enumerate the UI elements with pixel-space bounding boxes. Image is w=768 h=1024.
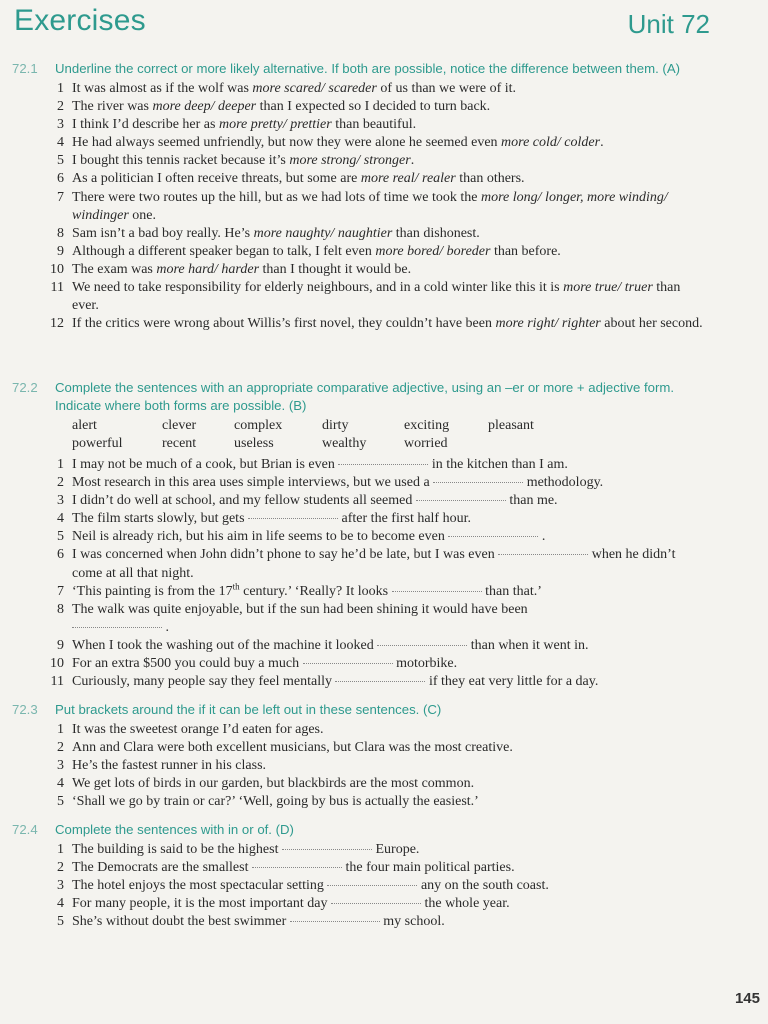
alternative-choice[interactable]: more scared/ scareder (252, 81, 377, 96)
item-number: 9 (57, 637, 64, 653)
item-text: . (538, 529, 546, 545)
item-number: 12 (50, 316, 64, 332)
item-text: than beautiful. (331, 117, 417, 133)
answer-blank[interactable] (498, 553, 588, 555)
alternative-choice[interactable]: more true/ truer (563, 280, 653, 296)
item-text: when he didn’t come at all that night. (72, 547, 676, 581)
item-text: The Democrats are the smallest (72, 860, 252, 876)
item-text: I was concerned when John didn’t phone to say he’d be late, but I was even (72, 547, 499, 563)
item-text: The walk was quite enjoyable, but if the sun had been shining it would have been (72, 601, 528, 617)
word-option: useless (234, 436, 274, 451)
section-72-4 (0, 821, 768, 931)
item-text: When I took the washing out of the machine it looked (72, 637, 378, 653)
exercise-item (0, 315, 768, 333)
exercise-item (0, 601, 768, 637)
item-text: century.’ ‘Really? It looks (239, 583, 392, 599)
item-text: about her second. (600, 316, 703, 332)
item-number: 3 (57, 117, 64, 133)
item-text: She’s without doubt the best swimmer (72, 914, 290, 930)
item-text: He had always seemed unfriendly, but now they were alone he seemed even (72, 135, 502, 151)
word-box (72, 417, 768, 453)
alternative-choice[interactable]: more naughty/ naughtier (253, 225, 393, 241)
answer-blank[interactable] (448, 535, 538, 537)
exercise-item (0, 583, 768, 601)
item-text: It was the sweetest orange I’d eaten for ages. (72, 722, 324, 737)
section-instruction: 72.1 Underline the correct or more likely alternative. If both are possible, notice the difference between them. (A) (12, 61, 681, 76)
item-text: I bought this tennis racket because it’s (72, 153, 290, 169)
superscript: th (232, 581, 240, 591)
item-text: after the first half hour. (338, 511, 471, 527)
word-option: worried (404, 436, 448, 451)
exercise-item (0, 841, 768, 859)
exercise-item (0, 243, 768, 261)
item-number: 1 (57, 842, 64, 857)
answer-blank[interactable] (377, 644, 467, 646)
section-72-2 (0, 379, 768, 691)
item-text: For an extra $500 you could buy a much (72, 656, 303, 672)
item-text: I may not be much of a cook, but Brian is even (72, 457, 339, 472)
item-text: than that.’ (481, 583, 542, 599)
answer-blank[interactable] (327, 884, 417, 886)
exercises-title: Exercises (14, 4, 146, 37)
item-text: than me. (505, 493, 558, 509)
alternative-choice[interactable]: more real/ realer (360, 171, 456, 187)
exercise-item (0, 877, 768, 895)
exercise-list (0, 456, 768, 691)
answer-blank[interactable] (252, 866, 342, 868)
word-option: alert (72, 418, 97, 433)
item-text: We need to take responsibility for elderly neighbours, and in a cold winter like this it is (72, 280, 564, 296)
answer-blank[interactable] (335, 680, 425, 682)
word-option: pleasant (488, 418, 534, 433)
item-text: The hotel enjoys the most spectacular setting (72, 878, 328, 894)
item-text: The river was (72, 99, 153, 115)
exercise-item (0, 913, 768, 931)
item-text: It was almost as if the wolf was (72, 81, 253, 96)
item-text: Most research in this area uses simple interviews, but we used a (72, 475, 434, 491)
item-number: 11 (50, 280, 64, 296)
alternative-choice[interactable]: more cold/ colder (501, 135, 601, 151)
unit-title: Unit 72 (627, 9, 710, 39)
item-number: 3 (57, 493, 64, 509)
item-text: Sam isn’t a bad boy really. He’s (72, 225, 254, 241)
item-text: the four main political parties. (341, 860, 515, 876)
item-text: the whole year. (420, 896, 510, 912)
exercise-item (0, 189, 768, 225)
section-number: 72.3 (12, 702, 38, 717)
alternative-choice[interactable]: more bored/ boreder (375, 243, 491, 259)
item-text: ‘This painting is from the 17 (72, 583, 233, 599)
item-text: any on the south coast. (417, 878, 549, 894)
item-number: 8 (57, 601, 64, 617)
item-text: The film starts slowly, but gets (72, 511, 249, 527)
alternative-choice[interactable]: more right/ righter (495, 316, 601, 332)
exercise-list (0, 80, 768, 333)
section-72-3 (0, 701, 768, 811)
item-number: 4 (57, 511, 64, 527)
item-text: I didn’t do well at school, and my fellow students all seemed (72, 493, 416, 509)
item-number: 7 (57, 189, 64, 205)
item-text: . (162, 619, 169, 635)
exercise-item (0, 793, 768, 811)
page-number: 145 (734, 990, 760, 1007)
item-text: of us than we were of it. (376, 81, 517, 96)
alternative-choice[interactable]: more long/ longer, more winding/ windinger (72, 189, 668, 223)
exercise-item (0, 895, 768, 913)
item-text: if they eat very little for a day. (425, 674, 599, 690)
answer-blank[interactable] (416, 499, 506, 501)
section-instruction: 72.2 Complete the sentences with an appropriate comparative adjective, using an –er or more + adjective form. Indicate where both forms are possible. (B) (12, 380, 675, 413)
word-option: complex (234, 418, 283, 433)
item-number: 4 (57, 776, 64, 792)
word-row (72, 435, 768, 453)
section-instruction: 72.4 Complete the sentences with in or of. (D) (12, 822, 294, 837)
word-option: wealthy (322, 436, 367, 451)
exercise-list (0, 721, 768, 811)
exercise-item (0, 775, 768, 793)
item-text: than I thought it would be. (259, 261, 412, 277)
exercise-item (0, 116, 768, 134)
item-number: 10 (50, 656, 64, 672)
item-text: For many people, it is the most important day (72, 896, 331, 912)
item-number: 3 (57, 878, 64, 894)
answer-blank[interactable] (338, 463, 428, 465)
word-option: dirty (322, 418, 349, 433)
exercise-item (0, 170, 768, 188)
item-number: 10 (50, 261, 64, 277)
alternative-choice[interactable]: more pretty/ prettier (218, 117, 332, 133)
section-72-1 (0, 60, 768, 333)
item-text: in the kitchen than I am. (428, 457, 568, 472)
item-text: than others. (455, 171, 525, 187)
item-text: He’s the fastest runner in his class. (72, 758, 267, 774)
item-number: 2 (57, 475, 64, 491)
answer-blank[interactable] (290, 920, 380, 922)
item-number: 4 (57, 896, 64, 912)
item-text: than before. (490, 243, 561, 259)
exercise-item (0, 655, 768, 673)
word-option: exciting (404, 418, 450, 433)
answer-blank[interactable] (331, 902, 421, 904)
exercise-item (0, 134, 768, 152)
item-text: methodology. (523, 475, 604, 491)
item-number: 2 (57, 740, 64, 756)
item-number: 2 (57, 860, 64, 876)
exercise-item (0, 637, 768, 655)
alternative-choice[interactable]: more deep/ deeper (152, 99, 257, 115)
exercise-item (0, 80, 768, 98)
answer-blank[interactable] (303, 662, 393, 664)
word-option: clever (162, 418, 197, 433)
item-number: 3 (57, 758, 64, 774)
answer-blank[interactable] (433, 481, 523, 483)
item-text: If the critics were wrong about Willis’s first novel, they couldn’t have been (72, 316, 496, 332)
item-number: 11 (50, 674, 64, 690)
item-number: 2 (57, 99, 64, 115)
item-text: We get lots of birds in our garden, but blackbirds are the most common. (72, 776, 475, 792)
exercise-item (0, 721, 768, 739)
item-number: 5 (57, 914, 64, 930)
exercise-item (0, 98, 768, 116)
item-number: 1 (57, 81, 64, 96)
item-number: 9 (57, 243, 64, 259)
exercise-item (0, 510, 768, 528)
exercise-item (0, 474, 768, 492)
item-number: 5 (57, 794, 64, 810)
item-text: Neil is already rich, but his aim in life seems to be to become even (72, 529, 449, 545)
section-number: 72.4 (12, 822, 38, 837)
item-text: ‘Shall we go by train or car?’ ‘Well, going by bus is actually the easiest.’ (72, 794, 479, 810)
alternative-choice[interactable]: more strong/ stronger (289, 153, 411, 169)
item-number: 6 (57, 171, 64, 187)
item-text: As a politician I often receive threats, but some are (72, 171, 361, 187)
exercise-item (0, 528, 768, 546)
item-number: 5 (57, 153, 64, 169)
answer-blank[interactable] (248, 517, 338, 519)
exercise-item (0, 757, 768, 775)
answer-blank[interactable] (392, 590, 482, 592)
item-text: Ann and Clara were both excellent musicians, but Clara was the most creative. (72, 740, 513, 756)
item-number: 6 (57, 547, 64, 563)
word-option: powerful (72, 436, 123, 451)
item-number: 5 (57, 529, 64, 545)
section-instruction: 72.3 Put brackets around the if it can be left out in these sentences. (C) (12, 702, 442, 717)
item-text: The building is said to be the highest (72, 842, 282, 857)
item-text: than dishonest. (392, 225, 480, 241)
exercise-item (0, 673, 768, 691)
item-text: Europe. (371, 842, 420, 857)
item-text: than when it went in. (467, 637, 589, 653)
item-number: 4 (57, 135, 64, 151)
item-text: . (410, 153, 415, 169)
exercise-item (0, 456, 768, 474)
exercise-list (0, 841, 768, 931)
exercise-item (0, 279, 768, 315)
item-text: Curiously, many people say they feel mentally (72, 674, 336, 690)
item-number: 1 (57, 457, 64, 472)
item-text: The exam was (72, 261, 157, 277)
section-number: 72.1 (12, 61, 38, 76)
word-option: recent (162, 436, 197, 451)
exercise-item (0, 492, 768, 510)
exercise-item (0, 739, 768, 757)
item-text: my school. (379, 914, 445, 930)
item-text: There were two routes up the hill, but as we had lots of time we took the (72, 189, 482, 205)
exercise-item (0, 261, 768, 279)
item-number: 1 (57, 722, 64, 737)
item-text: Although a different speaker began to talk, I felt even (72, 243, 376, 259)
answer-blank[interactable] (72, 626, 162, 628)
item-number: 7 (57, 583, 64, 599)
section-number: 72.2 (12, 380, 38, 395)
exercise-item (0, 152, 768, 170)
item-text: I think I’d describe her as (72, 117, 219, 133)
item-text: motorbike. (392, 656, 458, 672)
exercise-item (0, 859, 768, 877)
exercise-item (0, 546, 768, 582)
item-text: than I expected so I decided to turn back. (256, 99, 491, 115)
item-text: . (600, 135, 604, 151)
item-text: one. (128, 207, 156, 223)
word-row (72, 417, 768, 435)
alternative-choice[interactable]: more hard/ harder (156, 261, 260, 277)
exercise-item (0, 225, 768, 243)
item-text: than ever. (72, 280, 681, 314)
item-number: 8 (57, 225, 64, 241)
answer-blank[interactable] (282, 848, 372, 850)
